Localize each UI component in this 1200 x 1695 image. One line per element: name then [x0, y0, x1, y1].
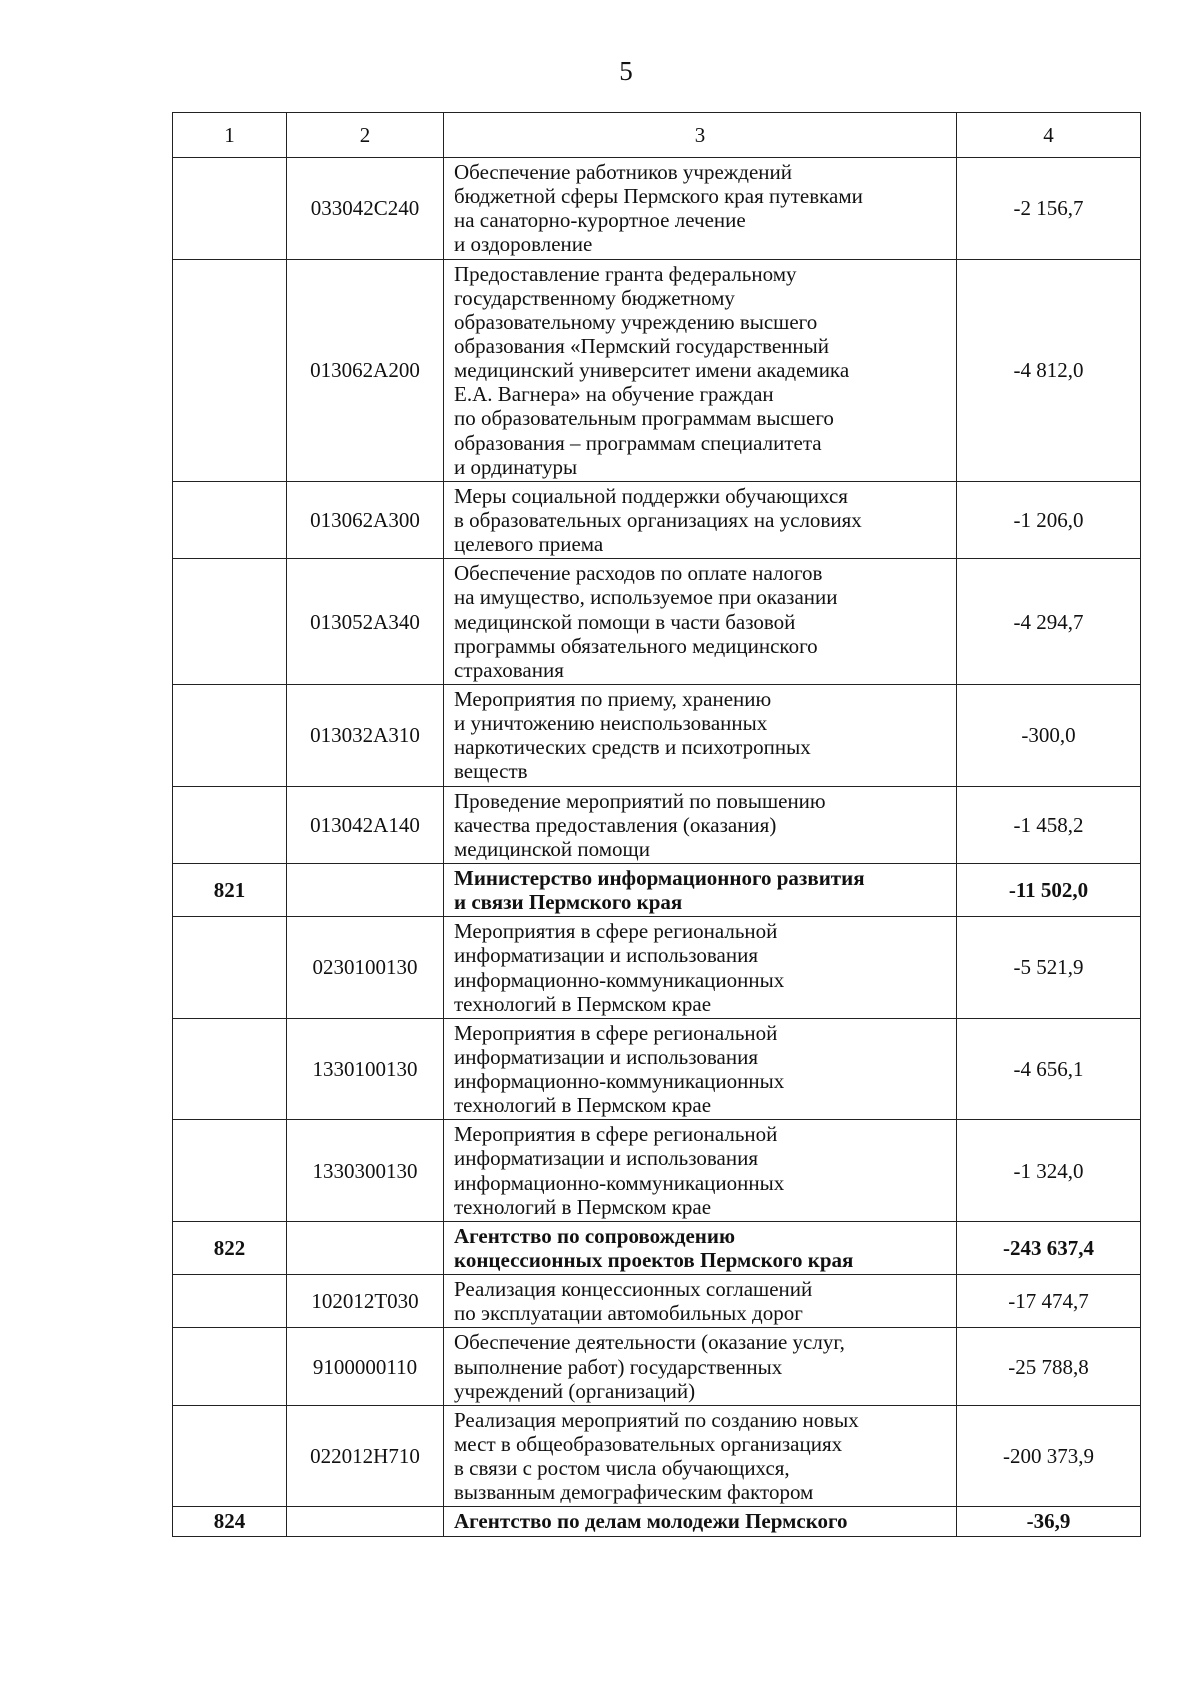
table-header-row: [173, 113, 1141, 158]
admin-code-cell: [173, 786, 287, 863]
description-cell: [444, 1120, 957, 1222]
description-line: информационно-коммуникационных: [454, 1069, 785, 1094]
description-cell: [444, 481, 957, 558]
target-code-cell: 1330300130: [287, 1120, 444, 1222]
amount-cell: -1 458,2: [957, 786, 1141, 863]
description-line: Мероприятия в сфере региональной: [454, 1122, 778, 1147]
target-code-cell: 013032А310: [287, 684, 444, 786]
description-line: учреждений (организаций): [454, 1378, 696, 1403]
target-code-cell: 033042С240: [287, 158, 444, 260]
description-line: на санаторно-курортное лечение: [454, 208, 746, 233]
section-row: [173, 1507, 1141, 1536]
description-line: технологий в Пермском крае: [454, 1093, 712, 1118]
description-line: образования – программам специалитета: [454, 430, 822, 455]
admin-code-cell: [173, 1275, 287, 1328]
description-line: в образовательных организациях на условиях: [454, 507, 862, 532]
budget-table: [172, 112, 1141, 1537]
description-cell: [444, 917, 957, 1019]
amount-cell: -1 206,0: [957, 481, 1141, 558]
description-line: на имущество, используемое при оказании: [454, 585, 838, 610]
description-line: информатизации и использования: [454, 943, 759, 968]
amount-cell: -25 788,8: [957, 1328, 1141, 1405]
target-code-cell: [287, 1507, 444, 1536]
description-cell: [444, 559, 957, 685]
admin-code-cell: [173, 1120, 287, 1222]
description-line: Обеспечение расходов по оплате налогов: [454, 561, 823, 586]
description-line: по эксплуатации автомобильных дорог: [454, 1301, 803, 1326]
description-line: Агентство по сопровождению: [454, 1223, 736, 1248]
amount-cell: -243 637,4: [957, 1221, 1141, 1274]
description-cell: [444, 786, 957, 863]
table-row: [173, 684, 1141, 786]
description-cell: [444, 684, 957, 786]
admin-code-cell: 824: [173, 1507, 287, 1536]
admin-code-cell: 822: [173, 1221, 287, 1274]
description-cell: [444, 1328, 957, 1405]
description-line: наркотических средств и психотропных: [454, 735, 811, 760]
table-row: [173, 481, 1141, 558]
description-line: мест в общеобразовательных организациях: [454, 1432, 843, 1457]
admin-code-cell: [173, 158, 287, 260]
target-code-cell: [287, 863, 444, 916]
description-line: Меры социальной поддержки обучающихся: [454, 483, 848, 508]
description-line: Обеспечение работников учреждений: [454, 160, 792, 184]
description-line: медицинской помощи в части базовой: [454, 609, 796, 634]
description-line: Реализация мероприятий по созданию новых: [454, 1407, 859, 1432]
target-code-cell: 9100000110: [287, 1328, 444, 1405]
description-line: и уничтожению неиспользованных: [454, 711, 768, 736]
amount-cell: -5 521,9: [957, 917, 1141, 1019]
description-line: Мероприятия по приему, хранению: [454, 686, 772, 711]
admin-code-cell: [173, 917, 287, 1019]
target-code-cell: 013062А200: [287, 259, 444, 481]
target-code-cell: 013062А300: [287, 481, 444, 558]
description-line: Агентство по делам молодежи Пермского: [454, 1509, 848, 1534]
description-line: Е.А. Вагнера» на обучение граждан: [454, 382, 774, 407]
target-code-cell: 013052А340: [287, 559, 444, 685]
amount-cell: -17 474,7: [957, 1275, 1141, 1328]
description-line: и ординатуры: [454, 454, 578, 479]
description-line: технологий в Пермском крае: [454, 1194, 712, 1219]
amount-cell: -4 812,0: [957, 259, 1141, 481]
description-line: целевого приема: [454, 532, 604, 557]
table-row: [173, 1275, 1141, 1328]
description-line: вызванным демографическим фактором: [454, 1480, 814, 1505]
table-row: [173, 1120, 1141, 1222]
description-line: технологий в Пермском крае: [454, 991, 712, 1016]
header-cell-4: 4: [957, 113, 1141, 158]
header-cell-1: 1: [173, 113, 287, 158]
target-code-cell: 1330100130: [287, 1018, 444, 1120]
target-code-cell: 013042А140: [287, 786, 444, 863]
target-code-cell: 102012Т030: [287, 1275, 444, 1328]
header-cell-2: 2: [287, 113, 444, 158]
description-line: информационно-коммуникационных: [454, 967, 785, 992]
description-line: страхования: [454, 657, 564, 682]
admin-code-cell: [173, 559, 287, 685]
amount-cell: -4 656,1: [957, 1018, 1141, 1120]
description-line: веществ: [454, 759, 528, 784]
admin-code-cell: [173, 1405, 287, 1507]
description-line: информатизации и использования: [454, 1044, 759, 1069]
page-number: 5: [619, 56, 633, 86]
description-cell: [444, 1221, 957, 1274]
amount-cell: -11 502,0: [957, 863, 1141, 916]
description-line: Реализация концессионных соглашений: [454, 1277, 813, 1302]
amount-cell: -1 324,0: [957, 1120, 1141, 1222]
section-row: [173, 1221, 1141, 1274]
description-line: в связи с ростом числа обучающихся,: [454, 1456, 790, 1481]
header-cell-3: 3: [444, 113, 957, 158]
description-line: информационно-коммуникационных: [454, 1170, 785, 1195]
admin-code-cell: [173, 684, 287, 786]
description-line: образования «Пермский государственный: [454, 333, 830, 358]
description-cell: [444, 1507, 957, 1536]
description-line: и связи Пермского края: [454, 890, 683, 915]
description-line: медицинский университет имени академика: [454, 358, 850, 383]
description-line: по образовательным программам высшего: [454, 406, 834, 431]
admin-code-cell: [173, 1328, 287, 1405]
table-row: [173, 1328, 1141, 1405]
amount-cell: -36,9: [957, 1507, 1141, 1536]
table-row: [173, 786, 1141, 863]
admin-code-cell: 821: [173, 863, 287, 916]
amount-cell: -200 373,9: [957, 1405, 1141, 1507]
description-cell: [444, 158, 957, 260]
description-line: программы обязательного медицинского: [454, 633, 818, 658]
target-code-cell: 0230100130: [287, 917, 444, 1019]
description-line: бюджетной сферы Пермского края путевками: [454, 184, 863, 209]
description-line: Предоставление гранта федеральному: [454, 261, 797, 286]
description-line: образовательному учреждению высшего: [454, 309, 818, 334]
description-cell: [444, 1018, 957, 1120]
description-line: выполнение работ) государственных: [454, 1354, 783, 1379]
amount-cell: -4 294,7: [957, 559, 1141, 685]
table-row: [173, 158, 1141, 260]
description-line: концессионных проектов Пермского края: [454, 1248, 854, 1273]
admin-code-cell: [173, 259, 287, 481]
description-line: Мероприятия в сфере региональной: [454, 1020, 778, 1045]
description-cell: [444, 1275, 957, 1328]
table-row: [173, 1405, 1141, 1507]
table-row: [173, 1018, 1141, 1120]
table-row: [173, 259, 1141, 481]
description-line: Обеспечение деятельности (оказание услуг,: [454, 1330, 845, 1355]
description-line: Министерство информационного развития: [454, 865, 865, 890]
admin-code-cell: [173, 481, 287, 558]
section-row: [173, 863, 1141, 916]
description-line: качества предоставления (оказания): [454, 812, 777, 837]
description-cell: [444, 863, 957, 916]
description-line: информатизации и использования: [454, 1146, 759, 1171]
description-line: Проведение мероприятий по повышению: [454, 788, 826, 813]
target-code-cell: 022012Н710: [287, 1405, 444, 1507]
description-line: государственному бюджетному: [454, 285, 735, 310]
amount-cell: -2 156,7: [957, 158, 1141, 260]
description-line: Мероприятия в сфере региональной: [454, 919, 778, 944]
table-row: [173, 559, 1141, 685]
admin-code-cell: [173, 1018, 287, 1120]
table-row: [173, 917, 1141, 1019]
description-cell: [444, 1405, 957, 1507]
description-line: и оздоровление: [454, 232, 593, 257]
description-cell: [444, 259, 957, 481]
amount-cell: -300,0: [957, 684, 1141, 786]
description-line: медицинской помощи: [454, 836, 650, 861]
target-code-cell: [287, 1221, 444, 1274]
